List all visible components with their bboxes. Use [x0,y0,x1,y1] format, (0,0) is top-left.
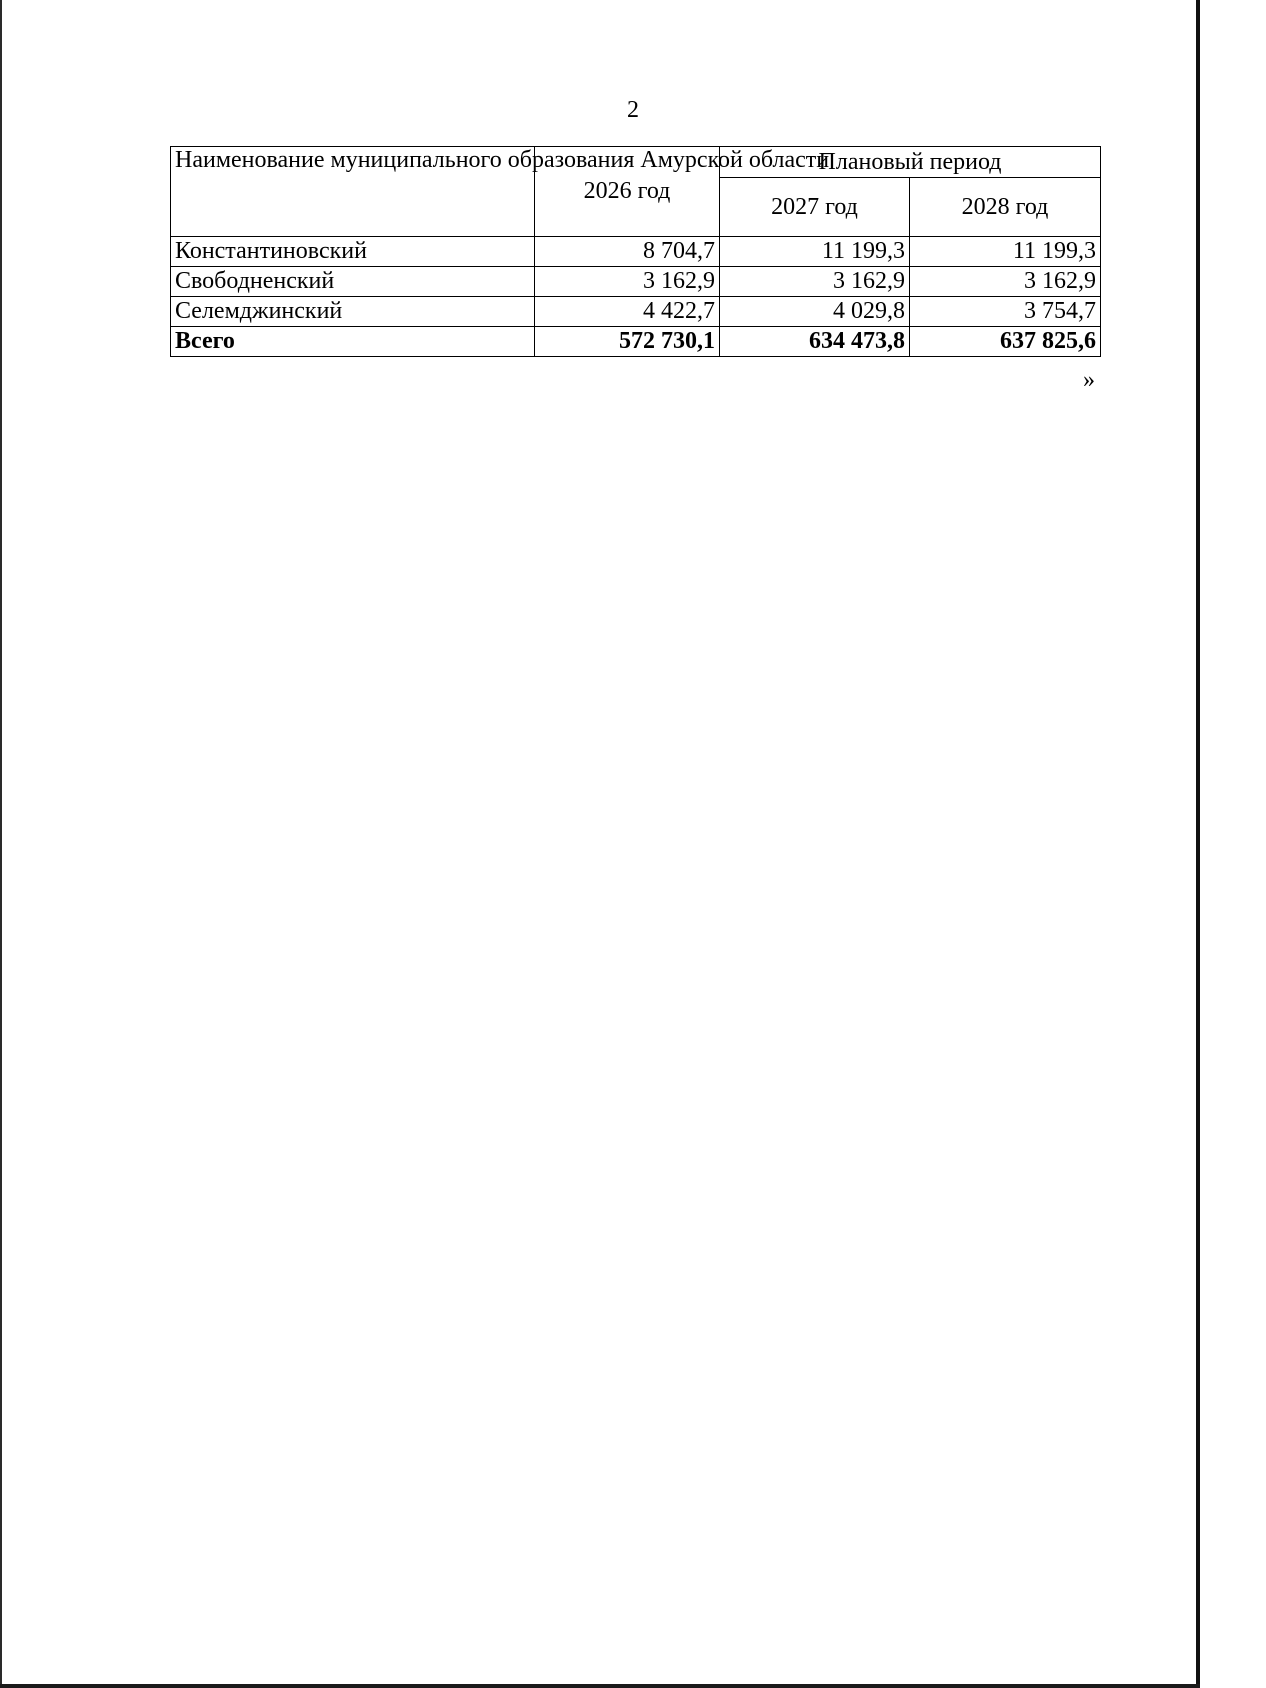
total-value-2027: 634 473,8 [720,327,910,357]
page-number-container [0,96,1266,124]
total-value-2026: 572 730,1 [535,327,720,357]
header-year-2028: 2028 год [910,178,1101,237]
table-row [171,297,1101,327]
closing-quote: » [1083,367,1095,393]
row-value-2028: 3 162,9 [910,267,1101,297]
row-value-2028: 11 199,3 [910,237,1101,267]
page-number: 2 [627,97,639,123]
total-value-2028: 637 825,6 [910,327,1101,357]
scan-edge-bottom [0,1684,1200,1688]
row-value-2026: 3 162,9 [535,267,720,297]
row-name: Константиновский [171,237,535,267]
row-name: Селемджинский [171,297,535,327]
scan-edge-right [1196,0,1200,1688]
budget-table-wrapper [170,146,1100,357]
row-value-2027: 11 199,3 [720,237,910,267]
row-name: Свободненский [171,267,535,297]
scan-edge-left [0,0,2,1688]
total-label: Всего [171,327,535,357]
table-total-row [171,327,1101,357]
table-row [171,267,1101,297]
row-value-2028: 3 754,7 [910,297,1101,327]
budget-table [170,146,1101,357]
header-municipality-name: Наименование муниципального образования Амурской области [171,147,535,237]
header-year-2026: 2026 год [535,147,720,237]
table-row [171,237,1101,267]
header-planned-period: Плановый период [720,147,1101,178]
row-value-2026: 8 704,7 [535,237,720,267]
header-year-2027: 2027 год [720,178,910,237]
table-header-row [171,147,1101,178]
row-value-2027: 4 029,8 [720,297,910,327]
row-value-2026: 4 422,7 [535,297,720,327]
row-value-2027: 3 162,9 [720,267,910,297]
